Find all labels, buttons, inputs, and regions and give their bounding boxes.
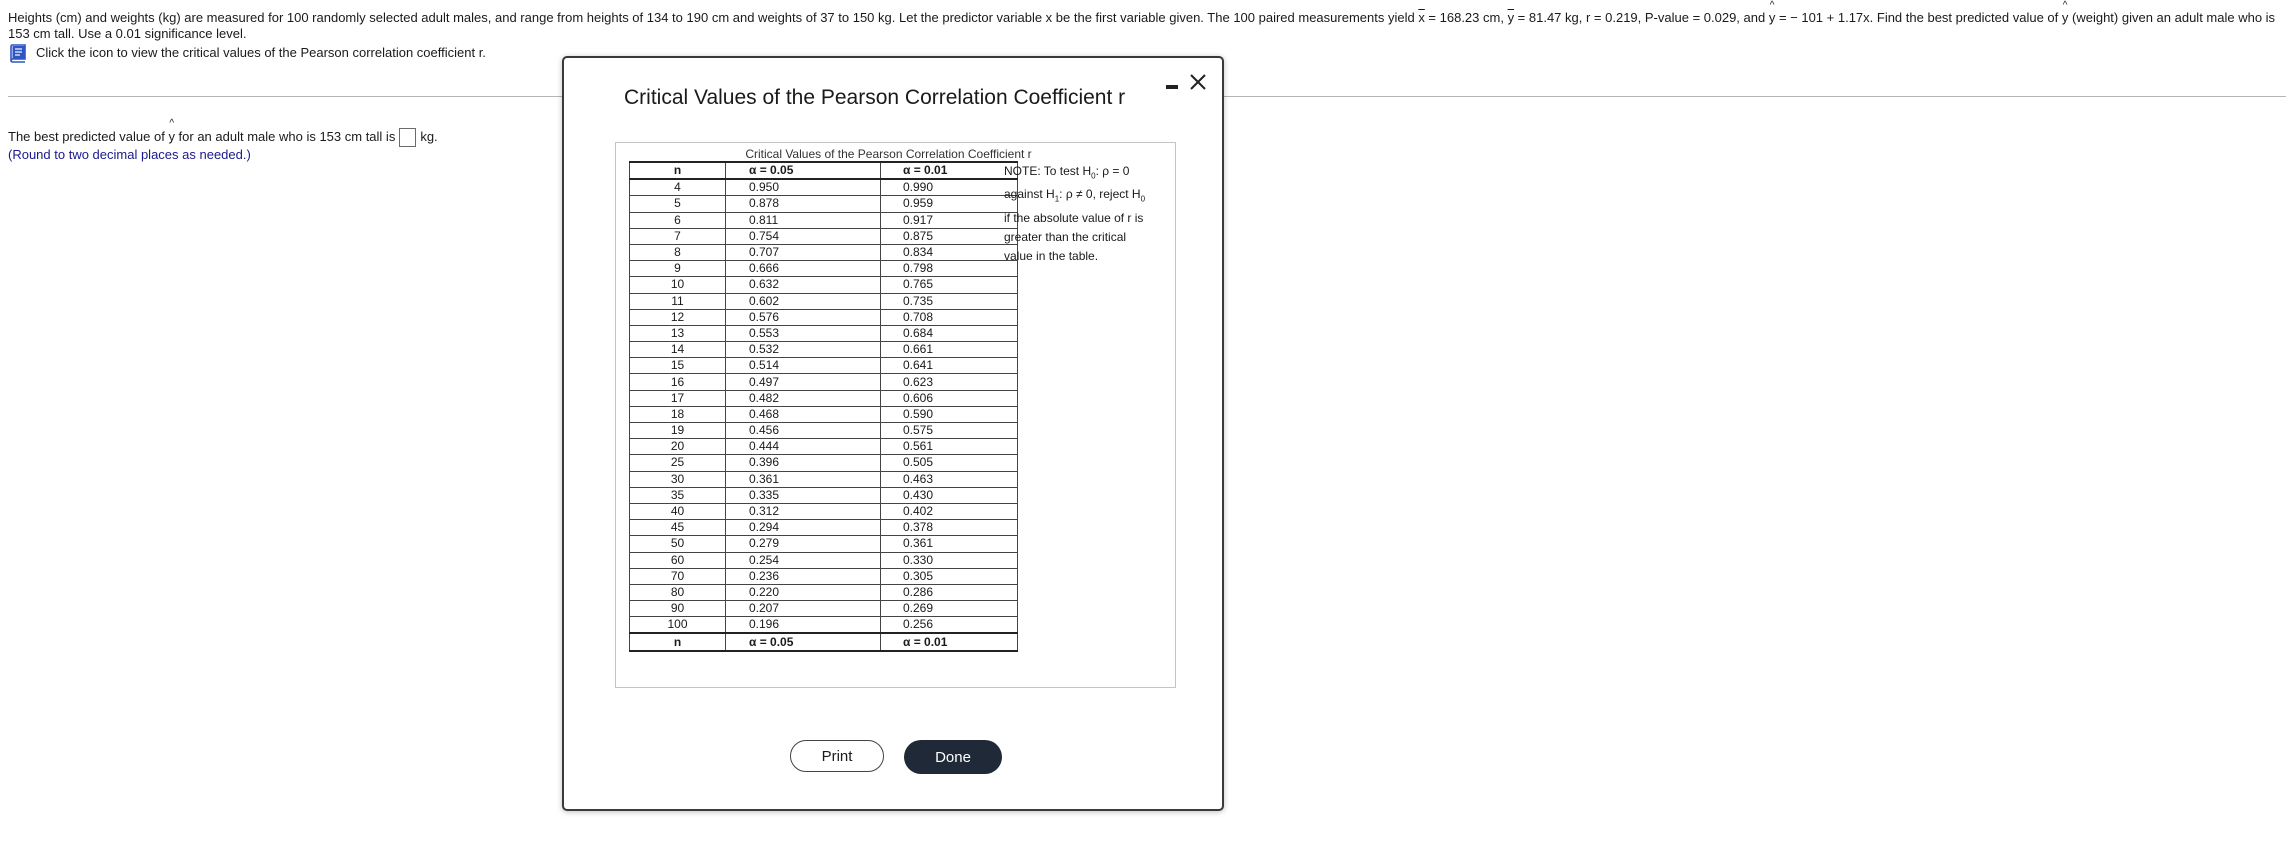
hypothesis-note [1004, 162, 1164, 266]
table-frame [615, 142, 1176, 688]
table-row [630, 196, 1018, 212]
alpha-05-cell: 0.294 [726, 520, 881, 536]
alpha-01-cell: 0.430 [881, 487, 1018, 503]
note-text: against H [1004, 187, 1055, 202]
alpha-01-cell: 0.286 [881, 584, 1018, 600]
close-icon [1186, 70, 1210, 94]
table-row [630, 455, 1018, 471]
y-hat-symbol-2 [2061, 0, 2069, 26]
alpha-01-cell: 0.917 [881, 212, 1018, 228]
n-cell: 90 [630, 601, 726, 617]
n-cell: 9 [630, 261, 726, 277]
alpha-05-cell: 0.220 [726, 584, 881, 600]
alpha-05-cell: 0.811 [726, 212, 881, 228]
table-row [630, 179, 1018, 196]
table-caption-text: Critical Values of the Pearson Correlation Coefficient r [745, 147, 1032, 161]
n-cell: 10 [630, 277, 726, 293]
n-cell: 17 [630, 390, 726, 406]
table-row [630, 277, 1018, 293]
n-cell: 13 [630, 325, 726, 341]
table-row [630, 374, 1018, 390]
alpha-01-cell: 0.606 [881, 390, 1018, 406]
answer-input[interactable] [399, 128, 416, 147]
alpha-05-cell: 0.632 [726, 277, 881, 293]
question-part2: (weight) given an adult male who is 153 cm tall. Use a 0.01 significance level. [8, 10, 2276, 41]
alpha-01-cell: 0.330 [881, 552, 1018, 568]
critical-values-link-text: Click the icon to view the critical values of the Pearson correlation coefficient r. [36, 45, 486, 60]
table-row [630, 423, 1018, 439]
print-button[interactable]: Print [790, 740, 884, 772]
alpha-01-cell: 0.305 [881, 568, 1018, 584]
alpha-05-cell: 0.335 [726, 487, 881, 503]
n-cell: 50 [630, 536, 726, 552]
alpha-05-cell: 0.396 [726, 455, 881, 471]
table-row [630, 471, 1018, 487]
y-hat-letter: y [1768, 10, 1776, 25]
n-cell: 5 [630, 196, 726, 212]
regression-equation: = − 101 + 1.17x. Find the best predicted value of [1775, 10, 2062, 25]
table-row [630, 536, 1018, 552]
y-hat-letter: y [168, 129, 175, 144]
n-cell: 25 [630, 455, 726, 471]
alpha-01-cell: 0.875 [881, 228, 1018, 244]
answer-line [8, 118, 438, 147]
done-button[interactable]: Done [904, 740, 1002, 774]
alpha-05-cell: 0.514 [726, 358, 881, 374]
alpha-01-cell: 0.269 [881, 601, 1018, 617]
table-row [630, 309, 1018, 325]
alpha-01-cell: 0.990 [881, 179, 1018, 196]
y-hat-symbol-answer [168, 118, 175, 146]
alpha-05-cell: 0.576 [726, 309, 881, 325]
note-subscript: 0 [1140, 194, 1146, 204]
n-cell: 14 [630, 342, 726, 358]
critical-values-dialog [562, 56, 1224, 811]
question-part1: Heights (cm) and weights (kg) are measured for 100 randomly selected adult males, and range from heights of 134 to 190 cm and weights of 37 to 150 kg. Let the predictor variable x be the first variable given. The 100 paired measurements yield [8, 10, 1419, 25]
alpha-05-cell: 0.279 [726, 536, 881, 552]
table-row [630, 390, 1018, 406]
critical-values-link-row [8, 43, 486, 63]
alpha-05-cell: 0.878 [726, 196, 881, 212]
n-cell: 30 [630, 471, 726, 487]
alpha-05-cell: 0.950 [726, 179, 881, 196]
minus-icon [1166, 85, 1178, 89]
note-line-5: value in the table. [1004, 248, 1099, 263]
note-line-3: if the absolute value of r is [1004, 210, 1144, 225]
table-row [630, 601, 1018, 617]
n-cell: 16 [630, 374, 726, 390]
alpha-01-cell: 0.256 [881, 617, 1018, 634]
n-cell: 70 [630, 568, 726, 584]
alpha-01-cell: α = 0.01 [881, 162, 1018, 179]
table-row [630, 342, 1018, 358]
note-text: : ρ = 0 [1095, 164, 1130, 178]
critical-values-table [629, 161, 1018, 652]
n-cell: n [630, 633, 726, 650]
alpha-01-cell: 0.765 [881, 277, 1018, 293]
table-caption [616, 147, 1181, 161]
n-cell: 40 [630, 503, 726, 519]
alpha-05-cell: 0.207 [726, 601, 881, 617]
n-cell: 12 [630, 309, 726, 325]
alpha-01-cell: 0.402 [881, 503, 1018, 519]
alpha-05-cell: α = 0.05 [726, 162, 881, 179]
note-line-1 [1004, 162, 1164, 185]
table-row [630, 617, 1018, 634]
note-line-2 [1004, 185, 1164, 208]
table-row [630, 244, 1018, 260]
n-cell: 45 [630, 520, 726, 536]
n-cell: 19 [630, 423, 726, 439]
note-text: : ρ ≠ 0, reject H [1059, 187, 1141, 202]
alpha-05-cell: 0.532 [726, 342, 881, 358]
y-hat-letter: y [2061, 10, 2069, 25]
alpha-01-cell: 0.735 [881, 293, 1018, 309]
note-subscript: 0 [1091, 171, 1096, 181]
table-row [630, 261, 1018, 277]
n-cell: 4 [630, 179, 726, 196]
alpha-05-cell: 0.312 [726, 503, 881, 519]
n-cell: 15 [630, 358, 726, 374]
table-row [630, 568, 1018, 584]
rounding-hint: (Round to two decimal places as needed.) [8, 147, 251, 162]
table-row [630, 358, 1018, 374]
n-cell: 7 [630, 228, 726, 244]
book-icon[interactable] [8, 43, 28, 63]
minimize-button[interactable] [1162, 76, 1182, 96]
table-row [630, 552, 1018, 568]
table-row [630, 439, 1018, 455]
alpha-01-cell: 0.641 [881, 358, 1018, 374]
alpha-05-cell: 0.236 [726, 568, 881, 584]
alpha-05-cell: 0.553 [726, 325, 881, 341]
n-cell: 80 [630, 584, 726, 600]
alpha-05-cell: 0.254 [726, 552, 881, 568]
alpha-01-cell: 0.661 [881, 342, 1018, 358]
n-cell: 8 [630, 244, 726, 260]
n-cell: 20 [630, 439, 726, 455]
table-footer-row [630, 633, 1018, 650]
y-bar-value: = 81.47 kg, r = 0.219, P-value = 0.029, and [1514, 10, 1769, 25]
x-bar-value: = 168.23 cm, [1424, 10, 1508, 25]
alpha-01-cell: 0.575 [881, 423, 1018, 439]
y-hat-symbol [1768, 0, 1776, 26]
n-cell: 100 [630, 617, 726, 634]
alpha-05-cell: 0.196 [726, 617, 881, 634]
alpha-01-cell: 0.561 [881, 439, 1018, 455]
alpha-01-cell: α = 0.01 [881, 633, 1018, 650]
alpha-01-cell: 0.623 [881, 374, 1018, 390]
alpha-05-cell: 0.754 [726, 228, 881, 244]
answer-prefix: The best predicted value of [8, 129, 169, 144]
close-button[interactable] [1186, 70, 1210, 94]
table-row [630, 520, 1018, 536]
hat-glyph: ^ [2062, 0, 2068, 11]
hat-glyph: ^ [1769, 0, 1775, 11]
table-row [630, 487, 1018, 503]
hat-glyph: ^ [169, 118, 175, 129]
alpha-01-cell: 0.463 [881, 471, 1018, 487]
table-row [630, 584, 1018, 600]
alpha-05-cell: 0.707 [726, 244, 881, 260]
note-text: NOTE: To test H [1004, 164, 1092, 178]
note-line-4: greater than the critical [1004, 229, 1127, 244]
alpha-01-cell: 0.684 [881, 325, 1018, 341]
question-text [8, 0, 2278, 42]
alpha-05-cell: 0.468 [726, 406, 881, 422]
y-bar-symbol: $\overline{y}$ [1507, 10, 1515, 25]
alpha-01-cell: 0.708 [881, 309, 1018, 325]
answer-suffix: for an adult male who is 153 cm tall is [174, 129, 396, 144]
alpha-01-cell: 0.834 [881, 244, 1018, 260]
table-row [630, 406, 1018, 422]
alpha-01-cell: 0.378 [881, 520, 1018, 536]
n-cell: 11 [630, 293, 726, 309]
x-bar-symbol: $\overline{x}$ [1418, 10, 1425, 25]
table-row [630, 228, 1018, 244]
dialog-title: Critical Values of the Pearson Correlation Coefficient r [624, 86, 1126, 109]
n-cell: 6 [630, 212, 726, 228]
alpha-01-cell: 0.505 [881, 455, 1018, 471]
n-cell: 35 [630, 487, 726, 503]
table-row [630, 212, 1018, 228]
alpha-05-cell: α = 0.05 [726, 633, 881, 650]
alpha-05-cell: 0.666 [726, 261, 881, 277]
alpha-05-cell: 0.482 [726, 390, 881, 406]
alpha-01-cell: 0.590 [881, 406, 1018, 422]
note-subscript: 1 [1054, 194, 1060, 204]
alpha-05-cell: 0.497 [726, 374, 881, 390]
table-row [630, 293, 1018, 309]
alpha-01-cell: 0.798 [881, 261, 1018, 277]
alpha-05-cell: 0.361 [726, 471, 881, 487]
alpha-01-cell: 0.361 [881, 536, 1018, 552]
n-cell: 18 [630, 406, 726, 422]
n-cell: n [630, 162, 726, 179]
alpha-01-cell: 0.959 [881, 196, 1018, 212]
table-header-row [630, 162, 1018, 179]
table-row [630, 325, 1018, 341]
n-cell: 60 [630, 552, 726, 568]
alpha-05-cell: 0.602 [726, 293, 881, 309]
table-row [630, 503, 1018, 519]
alpha-05-cell: 0.456 [726, 423, 881, 439]
alpha-05-cell: 0.444 [726, 439, 881, 455]
answer-unit: kg. [420, 129, 438, 144]
